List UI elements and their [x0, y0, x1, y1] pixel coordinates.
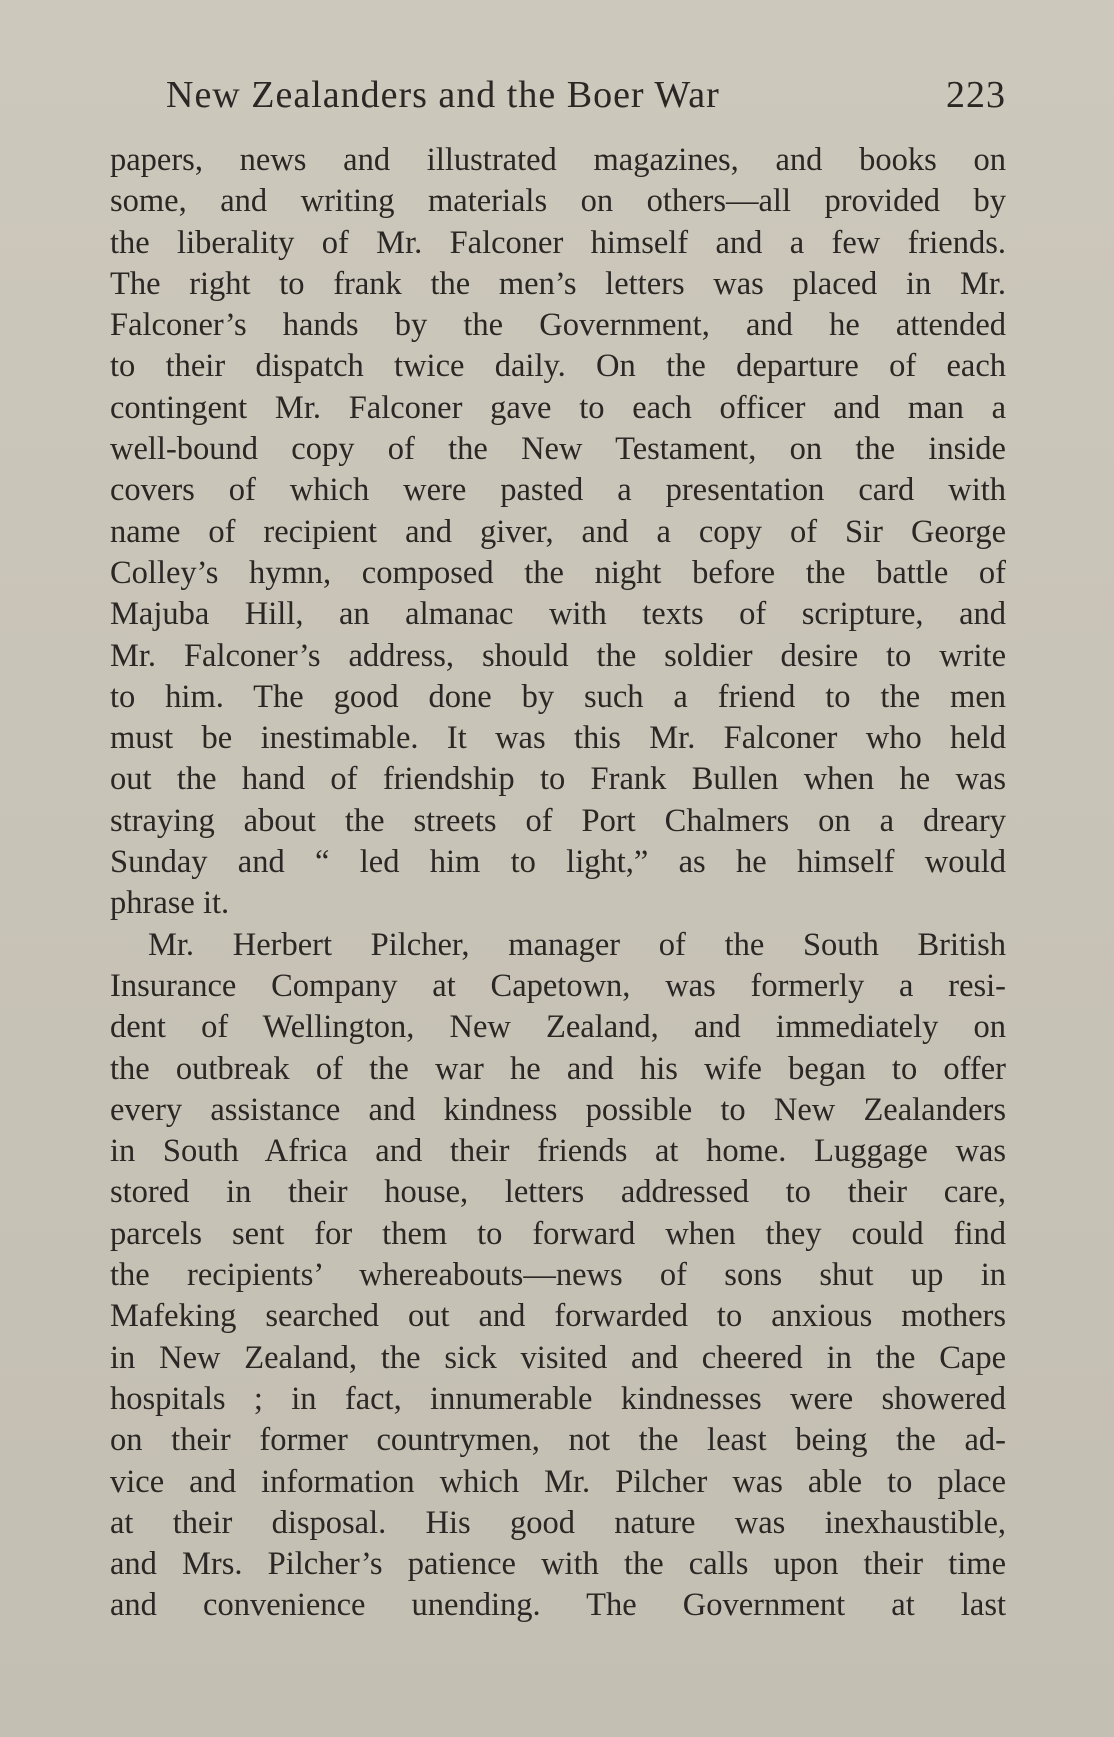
text-line: Falconer’s hands by the Government, and he attended — [110, 307, 1006, 344]
text-line: Mr. Herbert Pilcher, manager of the South British — [148, 926, 1006, 963]
text-line: Insurance Company at Capetown, was formerly a resi- — [110, 967, 1006, 1004]
text-line: covers of which were pasted a presentation card with — [110, 472, 1006, 509]
text-line: on their former countrymen, not the least being the ad- — [110, 1422, 1006, 1459]
text-line: parcels sent for them to forward when they could find — [110, 1215, 1006, 1252]
text-line: vice and information which Mr. Pilcher was able to place — [110, 1463, 1006, 1500]
text-line: Majuba Hill, an almanac with texts of scripture, and — [110, 596, 1006, 633]
text-line: at their disposal. His good nature was inexhaustible, — [110, 1504, 1006, 1541]
text-line: Mafeking searched out and forwarded to anxious mothers — [110, 1298, 1006, 1335]
text-line: Sunday and “ led him to light,” as he himself would — [110, 844, 1006, 881]
text-line: the liberality of Mr. Falconer himself and a few friends. — [110, 224, 1006, 261]
text-line: straying about the streets of Port Chalmers on a dreary — [110, 802, 1006, 839]
text-line: Colley’s hymn, composed the night before the battle of — [110, 554, 1006, 591]
running-head-title: New Zealanders and the Boer War — [166, 74, 720, 116]
text-line: The right to frank the men’s letters was placed in Mr. — [110, 265, 1006, 302]
text-line: to their dispatch twice daily. On the departure of each — [110, 348, 1006, 385]
text-line: name of recipient and giver, and a copy of Sir George — [110, 513, 1006, 550]
text-line: and Mrs. Pilcher’s patience with the calls upon their time — [110, 1546, 1006, 1583]
text-line: stored in their house, letters addressed to their care, — [110, 1174, 1006, 1211]
text-line: the outbreak of the war he and his wife began to offer — [110, 1050, 1006, 1087]
text-line: in New Zealand, the sick visited and cheered in the Cape — [110, 1339, 1006, 1376]
page-number: 223 — [946, 74, 1006, 116]
text-line: to him. The good done by such a friend to the men — [110, 678, 1006, 715]
text-line: out the hand of friendship to Frank Bullen when he was — [110, 761, 1006, 798]
text-line: Mr. Falconer’s address, should the soldier desire to write — [110, 637, 1006, 674]
text-line: some, and writing materials on others—all provided by — [110, 183, 1006, 220]
text-line: hospitals ; in fact, innumerable kindnesses were showered — [110, 1380, 1006, 1417]
text-line: phrase it. — [110, 885, 230, 922]
text-line: every assistance and kindness possible to New Zealanders — [110, 1091, 1006, 1128]
text-line: contingent Mr. Falconer gave to each officer and man a — [110, 389, 1006, 426]
text-line: must be inestimable. It was this Mr. Falconer who held — [110, 720, 1006, 757]
text-line: in South Africa and their friends at home. Luggage was — [110, 1133, 1006, 1170]
text-line: the recipients’ whereabouts—news of sons shut up in — [110, 1257, 1006, 1294]
text-line: papers, news and illustrated magazines, and books on — [110, 142, 1006, 178]
text-line: and convenience unending. The Government at last — [110, 1587, 1006, 1624]
running-head — [110, 70, 1006, 120]
text-line: well-bound copy of the New Testament, on the inside — [110, 431, 1006, 468]
text-line: dent of Wellington, New Zealand, and immediately on — [110, 1009, 1006, 1046]
body-text — [110, 140, 1006, 1627]
